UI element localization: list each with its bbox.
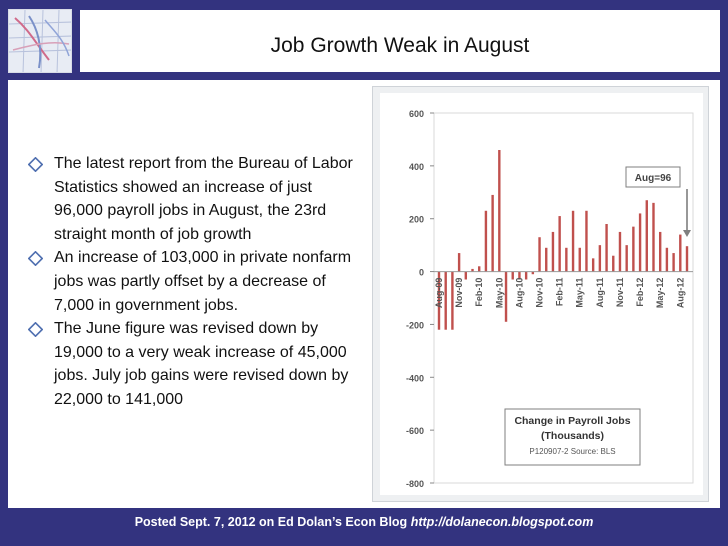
x-tick-label: Feb-10	[474, 277, 485, 307]
chart-title: Change in Payroll Jobs	[514, 415, 631, 427]
bar	[572, 211, 574, 272]
y-tick-label: 400	[408, 161, 424, 172]
bullet-text: The latest report from the Bureau of Labor Statistics showed an increase of just 96,000 payroll jobs in August, the 23rd straight month of job growth	[54, 155, 353, 243]
chart-area	[380, 93, 703, 495]
x-tick-label: Aug-10	[514, 277, 525, 309]
bar	[612, 256, 614, 272]
bar	[686, 246, 688, 271]
bar	[599, 245, 601, 271]
x-tick-label: Aug-12	[675, 277, 686, 309]
title-bar	[80, 10, 720, 72]
bar	[525, 272, 527, 280]
bullet-item	[26, 317, 356, 411]
bar	[619, 232, 621, 272]
bar	[485, 211, 487, 272]
chart-frame	[372, 86, 709, 502]
y-tick-label: 600	[408, 109, 424, 119]
diamond-bullet-icon	[28, 251, 43, 266]
bar	[605, 224, 607, 272]
bullet-text: The June figure was revised down by 19,000 to a very weak increase of 45,000 jobs. July job gains were revised down by 22,000 to 141,000	[54, 320, 349, 408]
annotation-label: Aug=96	[634, 173, 672, 184]
bar	[639, 213, 641, 271]
bar	[659, 232, 661, 272]
bullet-text: An increase of 103,000 in private nonfarm jobs was partly offset by a decrease of 7,000 in government jobs.	[54, 249, 352, 314]
x-tick-label: Nov-09	[454, 277, 465, 308]
bullet-item	[26, 152, 356, 246]
bar	[632, 227, 634, 272]
bar	[538, 237, 540, 271]
bar	[545, 248, 547, 272]
y-tick-label: -400	[405, 373, 424, 384]
bar	[652, 203, 654, 272]
y-tick-label: -600	[405, 426, 424, 437]
x-tick-label: May-11	[574, 277, 585, 308]
x-tick-label: May-10	[494, 277, 505, 309]
x-tick-label: Aug-11	[594, 277, 605, 308]
diamond-bullet-icon	[28, 157, 43, 172]
bar	[491, 195, 493, 272]
bar	[458, 253, 460, 271]
bar	[505, 272, 507, 322]
bar	[478, 266, 480, 271]
diamond-bullet-icon	[28, 322, 43, 337]
x-tick-label: Aug-09	[434, 277, 444, 309]
footer	[0, 515, 728, 529]
y-tick-label: 200	[408, 214, 424, 225]
bar	[625, 245, 627, 271]
x-tick-label: Feb-11	[554, 277, 565, 307]
bar	[666, 248, 668, 272]
bar	[445, 272, 447, 330]
bar	[672, 253, 674, 271]
bar	[465, 272, 467, 280]
logo	[8, 9, 72, 73]
y-tick-label: -800	[405, 479, 424, 489]
bar	[579, 248, 581, 272]
payroll-chart	[380, 93, 703, 495]
logo-graphic-icon	[9, 10, 72, 73]
bar	[565, 248, 567, 272]
y-tick-label: -200	[405, 320, 424, 331]
footer-text: Posted Sept. 7, 2012 on Ed Dolan’s Econ Blog	[134, 515, 408, 529]
x-tick-label: May-12	[655, 277, 666, 309]
x-tick-label: Nov-11	[614, 277, 625, 308]
x-tick-label: Feb-12	[635, 277, 646, 307]
bar	[646, 200, 648, 271]
bar	[592, 258, 594, 271]
slide-title: Job Growth Weak in August	[270, 34, 530, 57]
bullet-item	[26, 246, 356, 317]
bullet-list	[26, 152, 356, 412]
bar	[679, 235, 681, 272]
y-tick-label: 0	[418, 267, 424, 278]
chart-subtitle: (Thousands)	[541, 430, 604, 442]
x-tick-label: Nov-10	[534, 277, 545, 308]
bar	[558, 216, 560, 271]
bar	[552, 232, 554, 272]
bar	[585, 211, 587, 272]
footer-url: http://dolanecon.blogspot.com	[410, 515, 594, 529]
bar	[498, 150, 500, 272]
chart-source: P120907-2 Source: BLS	[529, 447, 616, 456]
